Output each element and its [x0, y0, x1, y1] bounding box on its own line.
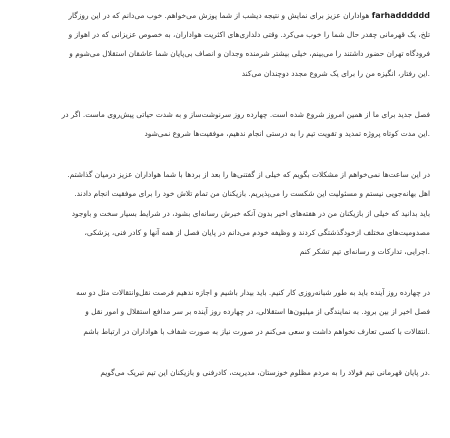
paragraph-spacer [16, 261, 430, 283]
paragraph-spacer [16, 143, 430, 165]
paragraph-5 [16, 363, 430, 382]
post-line: اهل بهانه‌جویی نیستم و مسئولیت این شکست را می‌پذیریم. بازیکنان من تمام تلاش خود را برای موفقیت انجام دادند. [74, 189, 430, 199]
post-line: .این مدت کوتاه پروژه تمدید و تقویت تیم را به درستی انجام ندهیم، موفقیت‌ها شروع نمی‌شود [144, 129, 430, 139]
post-line: .اجرایی، تدارکات و رسانه‌ای تیم تشکر کنم [299, 247, 430, 257]
paragraph-4 [16, 283, 430, 341]
paragraph-3 [16, 165, 430, 261]
post-line: .در پایان قهرمانی تیم فولاد را به مردم مظلوم خوزستان، مدیریت، کادرفنی و بازیکنان این تیم تبریک می‌گویم [100, 367, 430, 377]
line-text: هواداران عزیز برای نمایش و نتیجه دیشب از شما پوزش می‌خواهم. خوب می‌دانم که در این روزگار [68, 11, 370, 20]
author-name[interactable]: farhadddddd [371, 11, 430, 20]
post-line: مصدومیت‌های مختلف ازخودگذشتگی کردند و وظیفه خودم می‌دانم در پایان فصل از همه آنها و کادر فنی، پزشکی، [84, 227, 430, 237]
post-line: در این ساعت‌ها نمی‌خواهم از مشکلات بگویم که خیلی از گفتنی‌ها را بعد از بردها با شما هواداران عزیز درمیان گذاشتم. [67, 170, 430, 180]
paragraph-spacer [16, 83, 430, 105]
post-line [16, 6, 430, 25]
post-line: باید بدانید که خیلی از بازیکنان من در هفته‌های اخیر بدون آنکه خبرش رسانه‌ای بشود، در شرایط بسیار سخت و باوجود [71, 208, 430, 218]
post-line: در چهارده روز آینده باید به طور شبانه‌روزی کار کنیم. باید بیدار باشیم و اجازه ندهیم فرصت نقل‌وانتقالات مثل دو سه [76, 288, 430, 298]
paragraph-1 [16, 6, 430, 83]
post-line: فرودگاه تهران حضور داشتند را می‌بینم، خیلی بیشتر شرمنده وجدان و انصاف بی‌پایان شما عاشقان استقلال می‌شوم و [69, 49, 430, 59]
post-line: .انتقالات با کسی تعارف نخواهم داشت و سعی می‌کنم در صورت نیاز به صورت شفاف با هواداران در ارتباط باشم [83, 326, 430, 336]
post-line: .این رفتار، انگیزه من را برای یک شروع مجدد دوچندان می‌کند [241, 68, 430, 78]
post-line: فصل اخیر از بین برود. به نمایندگی از میلیون‌ها استقلالی، در چهارده روز آینده بر سر مدافع استقلال و امور نقل و [85, 307, 430, 317]
paragraph-spacer [16, 341, 430, 363]
post-line: فصل جدید برای ما از همین امروز شروع شده است. چهارده روز سرنوشت‌ساز و به شدت حیاتی پیش‌روی ماست. اگر در [61, 109, 430, 119]
post-line: تلخ، یک قهرمانی چقدر حال شما را خوب می‌کرد. وقتی دلداری‌های اکثریت هواداران، به خصوص عزیزانی که در اهواز و [68, 30, 430, 40]
paragraph-2 [16, 105, 430, 143]
